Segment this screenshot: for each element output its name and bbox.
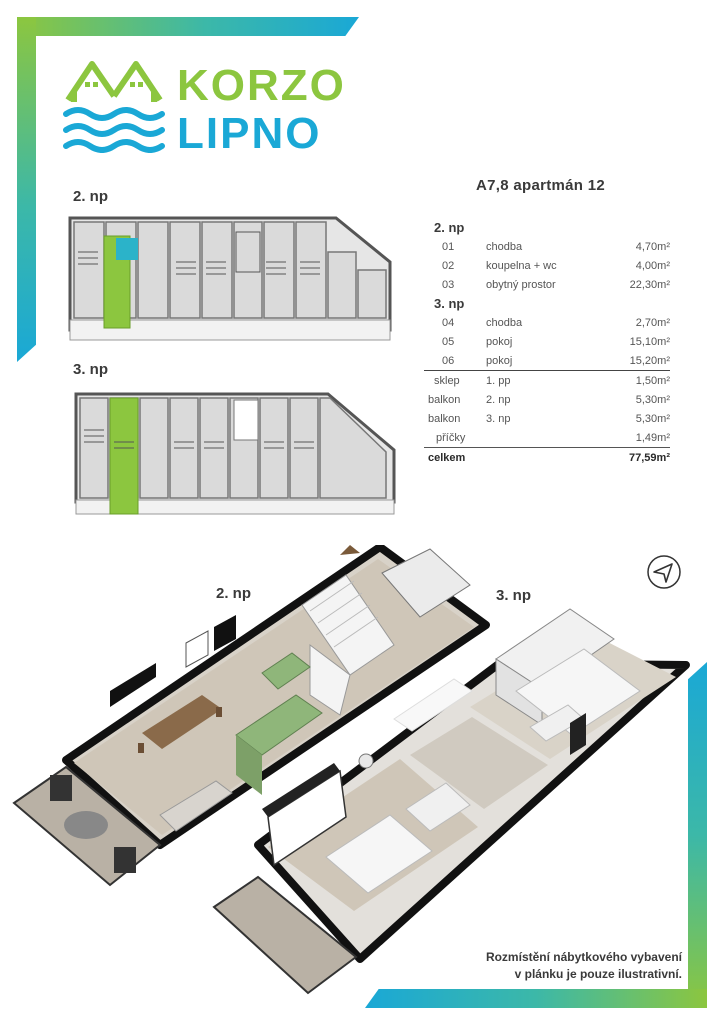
room-name: chodba <box>486 316 523 329</box>
extra-area: 5,30m² <box>635 412 670 425</box>
table-row <box>424 256 670 275</box>
disclaimer-note <box>400 949 682 983</box>
room-num: 06 <box>442 354 455 367</box>
extra-area: 1,49m² <box>635 431 670 444</box>
logo-text-lipno: LIPNO <box>177 109 322 158</box>
extra-floor: 3. np <box>486 412 511 425</box>
room-name: koupelna + wc <box>486 259 557 272</box>
room-name: chodba <box>486 240 523 253</box>
room-num: 04 <box>442 316 455 329</box>
extra-label: sklep <box>424 371 486 391</box>
table-row <box>424 313 670 332</box>
disclaimer-line-1: Rozmístění nábytkového vybavení <box>485 950 682 964</box>
room-area: 4,70m² <box>635 240 670 253</box>
floor-plan-2np <box>66 212 396 342</box>
table-row <box>424 351 670 371</box>
extra-label: balkon <box>428 412 461 425</box>
table-row <box>424 428 670 448</box>
extra-floor <box>486 428 596 448</box>
extra-label: balkon <box>428 393 461 406</box>
plan-label-3np: 3. np <box>73 361 109 378</box>
table-row <box>424 237 670 256</box>
total-row <box>424 448 670 468</box>
extra-label: příčky <box>436 431 466 444</box>
total-area: 77,59m² <box>596 448 670 468</box>
room-area: 15,10m² <box>629 335 670 348</box>
room-area: 22,30m² <box>629 278 670 291</box>
room-num: 03 <box>442 278 455 291</box>
room-table <box>424 218 670 467</box>
logo-text-korzo: KORZO <box>177 61 346 110</box>
room-num: 02 <box>442 259 455 272</box>
logo-icon <box>62 58 172 153</box>
room-area: 2,70m² <box>635 316 670 329</box>
room-area: 15,20m² <box>629 354 670 367</box>
room-name: pokoj <box>486 335 513 348</box>
axo-label-2np: 2. np <box>216 585 252 602</box>
table-row <box>424 332 670 351</box>
axonometric-view-3np <box>210 595 696 995</box>
floor-plan-3np <box>68 388 398 516</box>
table-row <box>424 371 670 391</box>
room-name: pokoj <box>486 354 513 367</box>
table-row <box>424 390 670 409</box>
total-label: celkem <box>424 448 486 468</box>
north-arrow-icon <box>646 554 682 590</box>
extra-floor: 1. pp <box>486 371 596 391</box>
plan-label-2np: 2. np <box>73 188 109 205</box>
axo-label-3np: 3. np <box>496 587 532 604</box>
apartment-title: A7,8 apartmán 12 <box>476 177 606 194</box>
room-num: 05 <box>442 335 455 348</box>
frame-top-corner <box>17 17 359 36</box>
room-num: 01 <box>442 240 455 253</box>
extra-area: 5,30m² <box>635 393 670 406</box>
frame-left-corner <box>17 17 36 362</box>
table-row <box>424 409 670 428</box>
section-label-3np: 3. np <box>434 296 465 311</box>
extra-floor: 2. np <box>486 393 511 406</box>
table-row <box>424 275 670 294</box>
room-area: 4,00m² <box>635 259 670 272</box>
disclaimer-line-2: v plánku je pouze ilustrativní. <box>514 967 682 981</box>
extra-area: 1,50m² <box>596 371 670 391</box>
room-name: obytný prostor <box>486 278 556 291</box>
section-label-2np: 2. np <box>434 220 465 235</box>
